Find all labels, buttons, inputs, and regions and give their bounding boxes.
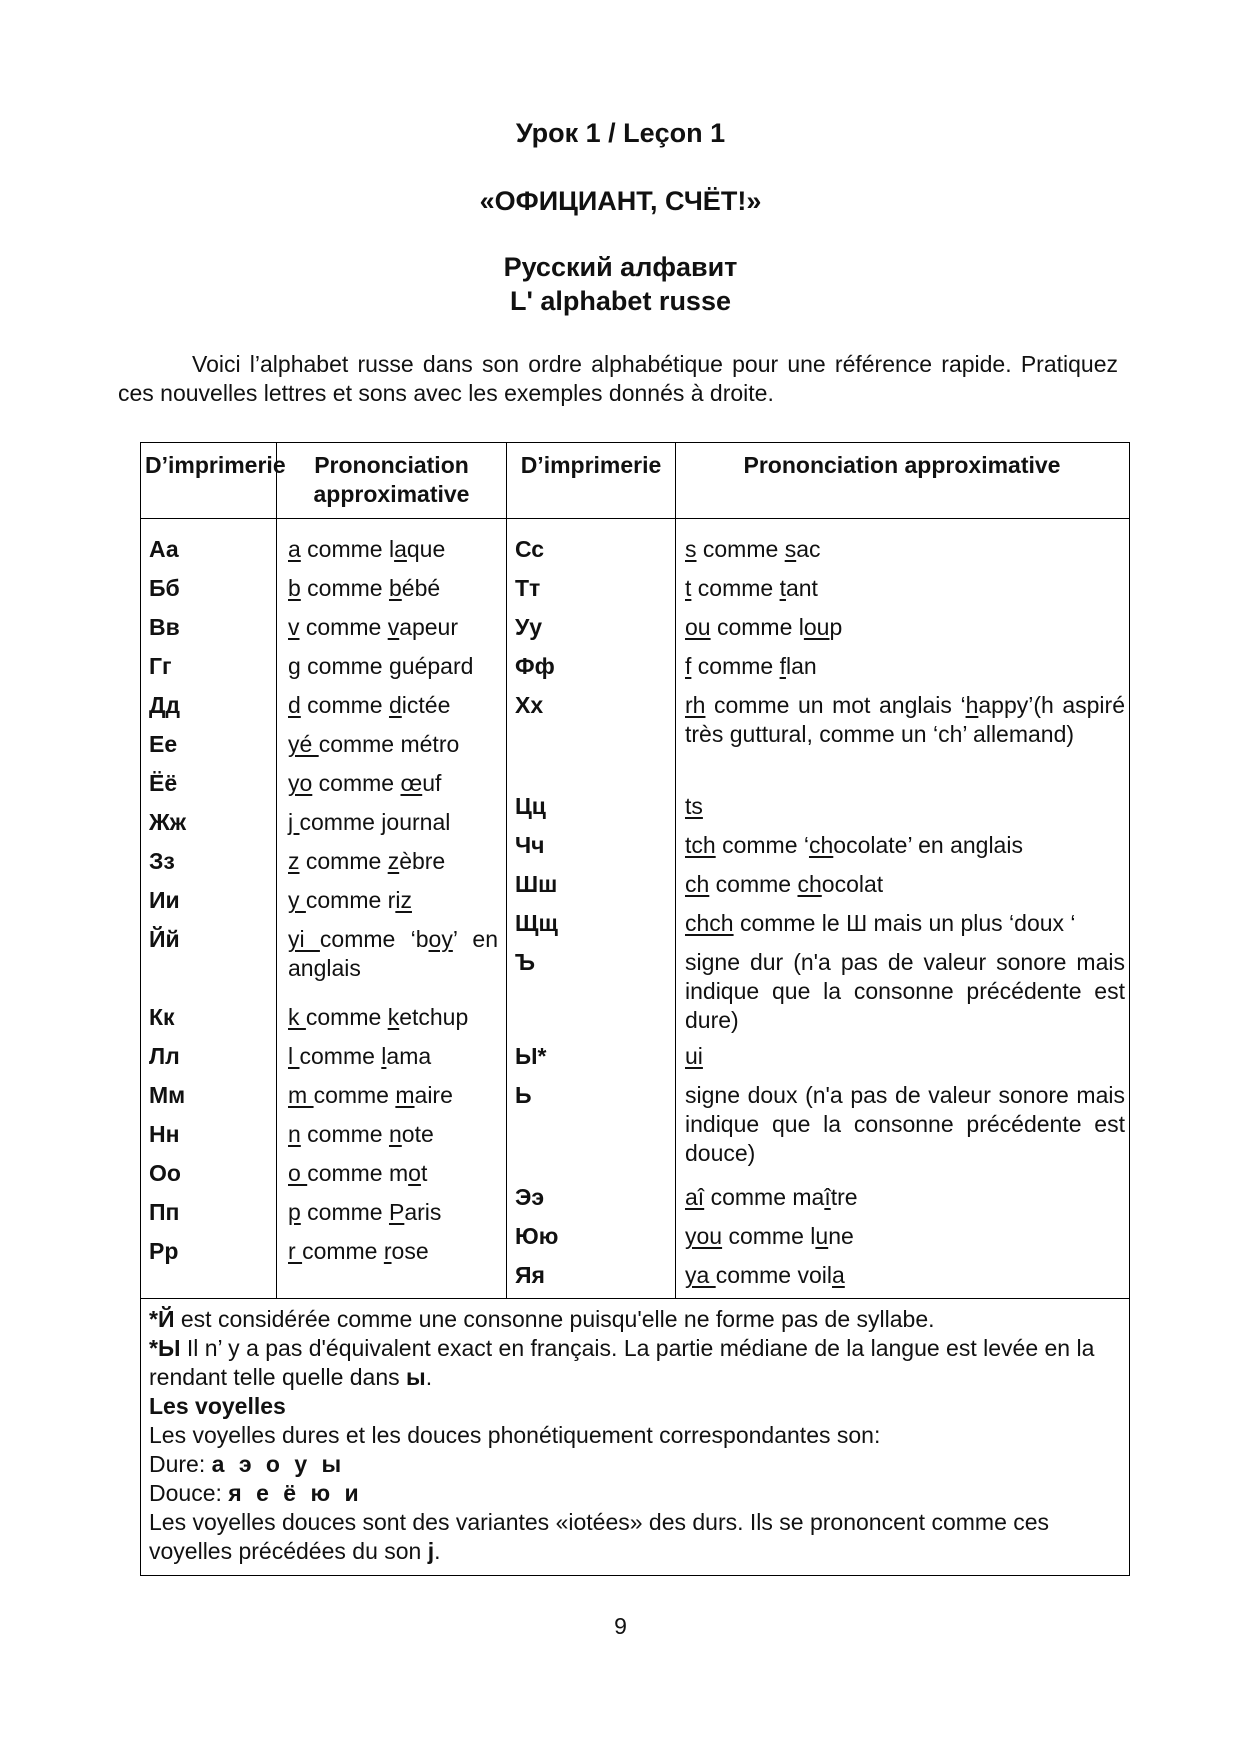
right-pronunciation: chch comme le Ш mais un plus ‘doux ‘	[685, 910, 1076, 936]
left-pronunciation: z comme zèbre	[288, 848, 446, 874]
left-letter: Кк	[149, 1004, 175, 1030]
left-letter: Ии	[149, 887, 180, 913]
left-letter: Жж	[149, 809, 187, 835]
header-pron-right: Prononciation approximative	[743, 452, 1061, 478]
page-number: 9	[614, 1613, 627, 1639]
right-pronunciation: you comme lune	[685, 1223, 854, 1249]
left-letter: Нн	[149, 1121, 180, 1147]
left-letter: Ее	[149, 731, 178, 757]
right-pronunciation: signe doux (n'a pas de valeur sonore mais indique que la consonne précédente est douce)	[685, 1082, 1125, 1166]
left-letter: Аа	[149, 536, 179, 562]
right-pronunciation: signe dur (n'a pas de valeur sonore mais indique que la consonne précédente est dure)	[685, 949, 1125, 1033]
section-title-fr: L' alphabet russe	[510, 286, 731, 316]
right-pronunciation: ou comme loup	[685, 614, 843, 640]
right-pronunciation: tch comme ‘chocolate’ en anglais	[685, 832, 1023, 858]
right-letter: Цц	[515, 793, 546, 819]
left-letter: Пп	[149, 1199, 180, 1225]
left-letter: Зз	[149, 848, 175, 874]
vowels-final: Les voyelles douces sont des variantes «iotées» des durs. Ils se prononcent comme ces voyelles précédées du son j.	[149, 1509, 1050, 1564]
right-letter: Уу	[515, 614, 543, 640]
right-pronunciation: ui	[685, 1043, 703, 1069]
left-letter: Ёё	[149, 770, 178, 796]
left-pronunciation: yi comme ‘boy’ en anglais	[288, 926, 498, 981]
left-pronunciation: p comme Paris	[288, 1199, 442, 1225]
soft-vowels: Douce: я е ё ю и	[149, 1480, 363, 1506]
column-divider	[276, 443, 277, 1298]
right-letter: Ээ	[515, 1184, 545, 1210]
right-letter: Щщ	[515, 910, 558, 936]
left-pronunciation: a comme laque	[288, 536, 446, 562]
section-title-ru: Русский алфавит	[503, 252, 738, 282]
right-pronunciation: s comme sac	[685, 536, 821, 562]
left-pronunciation: v comme vapeur	[288, 614, 459, 640]
left-letter: Лл	[149, 1043, 180, 1069]
header-print-right: D’imprimerie	[520, 452, 662, 478]
footnote-divider	[141, 1298, 1129, 1299]
left-letter: Йй	[149, 926, 180, 952]
right-letter: Хх	[515, 692, 544, 718]
left-pronunciation: yo comme œuf	[288, 770, 442, 796]
right-letter: Ы*	[515, 1043, 547, 1069]
footnote-line-2: *Ы Il n’ y a pas d'équivalent exact en français. La partie médiane de la langue est levée en la rendant telle quelle dans ы.	[149, 1335, 1095, 1390]
header-pron-left: Prononciation approximative	[313, 452, 470, 507]
right-pronunciation: ts	[685, 793, 703, 819]
right-letter: Ь	[515, 1082, 532, 1108]
right-pronunciation: f comme flan	[685, 653, 817, 679]
right-pronunciation: rh comme un mot anglais ‘happy’(h aspiré très guttural, comme un ‘ch’ allemand)	[685, 692, 1125, 747]
right-letter: Сс	[515, 536, 545, 562]
right-pronunciation: aî comme maître	[685, 1184, 858, 1210]
right-letter: Чч	[515, 832, 545, 858]
vowels-heading: Les voyelles	[149, 1393, 286, 1419]
left-pronunciation: d comme dictée	[288, 692, 451, 718]
left-pronunciation: y comme riz	[288, 887, 412, 913]
alphabet-table	[140, 442, 1130, 1576]
left-letter: Бб	[149, 575, 180, 601]
left-pronunciation: r comme rose	[288, 1238, 429, 1264]
left-pronunciation: yé comme métro	[288, 731, 460, 757]
right-letter: Фф	[515, 653, 555, 679]
right-pronunciation: ch comme chocolat	[685, 871, 884, 897]
left-letter: Рр	[149, 1238, 179, 1264]
right-letter: Шш	[515, 871, 558, 897]
column-divider	[506, 443, 507, 1298]
lesson-subtitle: «ОФИЦИАНТ, СЧЁТ!»	[479, 186, 762, 216]
left-letter: Вв	[149, 614, 180, 640]
vowels-intro: Les voyelles dures et les douces phonétiquement correspondantes son:	[149, 1422, 881, 1448]
left-pronunciation: k comme ketchup	[288, 1004, 469, 1030]
footnote	[149, 1305, 1121, 1566]
left-letter: Мм	[149, 1082, 186, 1108]
left-pronunciation: b comme bébé	[288, 575, 441, 601]
footnote-line-1: *Й est considérée comme une consonne puisqu'elle ne forme pas de syllabe.	[149, 1306, 935, 1332]
header-print-left: D’imprimerie	[145, 452, 286, 478]
hard-vowels: Dure: а э о у ы	[149, 1451, 346, 1477]
right-letter: Тт	[515, 575, 541, 601]
left-letter: Гг	[149, 653, 172, 679]
left-pronunciation: j comme journal	[288, 809, 451, 835]
intro-paragraph: Voici l’alphabet russe dans son ordre alphabétique pour une référence rapide. Pratiquez ces nouvelles lettres et sons avec les exemples donnés à droite.	[118, 351, 1118, 406]
header-divider	[141, 518, 1129, 519]
left-pronunciation: m comme maire	[288, 1082, 453, 1108]
left-pronunciation: n comme note	[288, 1121, 434, 1147]
lesson-title: Урок 1 / Leçon 1	[515, 118, 726, 148]
right-pronunciation: ya comme voila	[685, 1262, 845, 1288]
left-letter: Оо	[149, 1160, 181, 1186]
right-pronunciation: t comme tant	[685, 575, 818, 601]
column-divider	[675, 443, 676, 1298]
right-letter: Яя	[515, 1262, 545, 1288]
left-pronunciation: o comme mot	[288, 1160, 428, 1186]
left-pronunciation: l comme lama	[288, 1043, 432, 1069]
left-pronunciation: g comme guépard	[288, 653, 474, 679]
left-letter: Дд	[149, 692, 180, 718]
right-letter: Ъ	[515, 949, 536, 975]
right-letter: Юю	[515, 1223, 559, 1249]
